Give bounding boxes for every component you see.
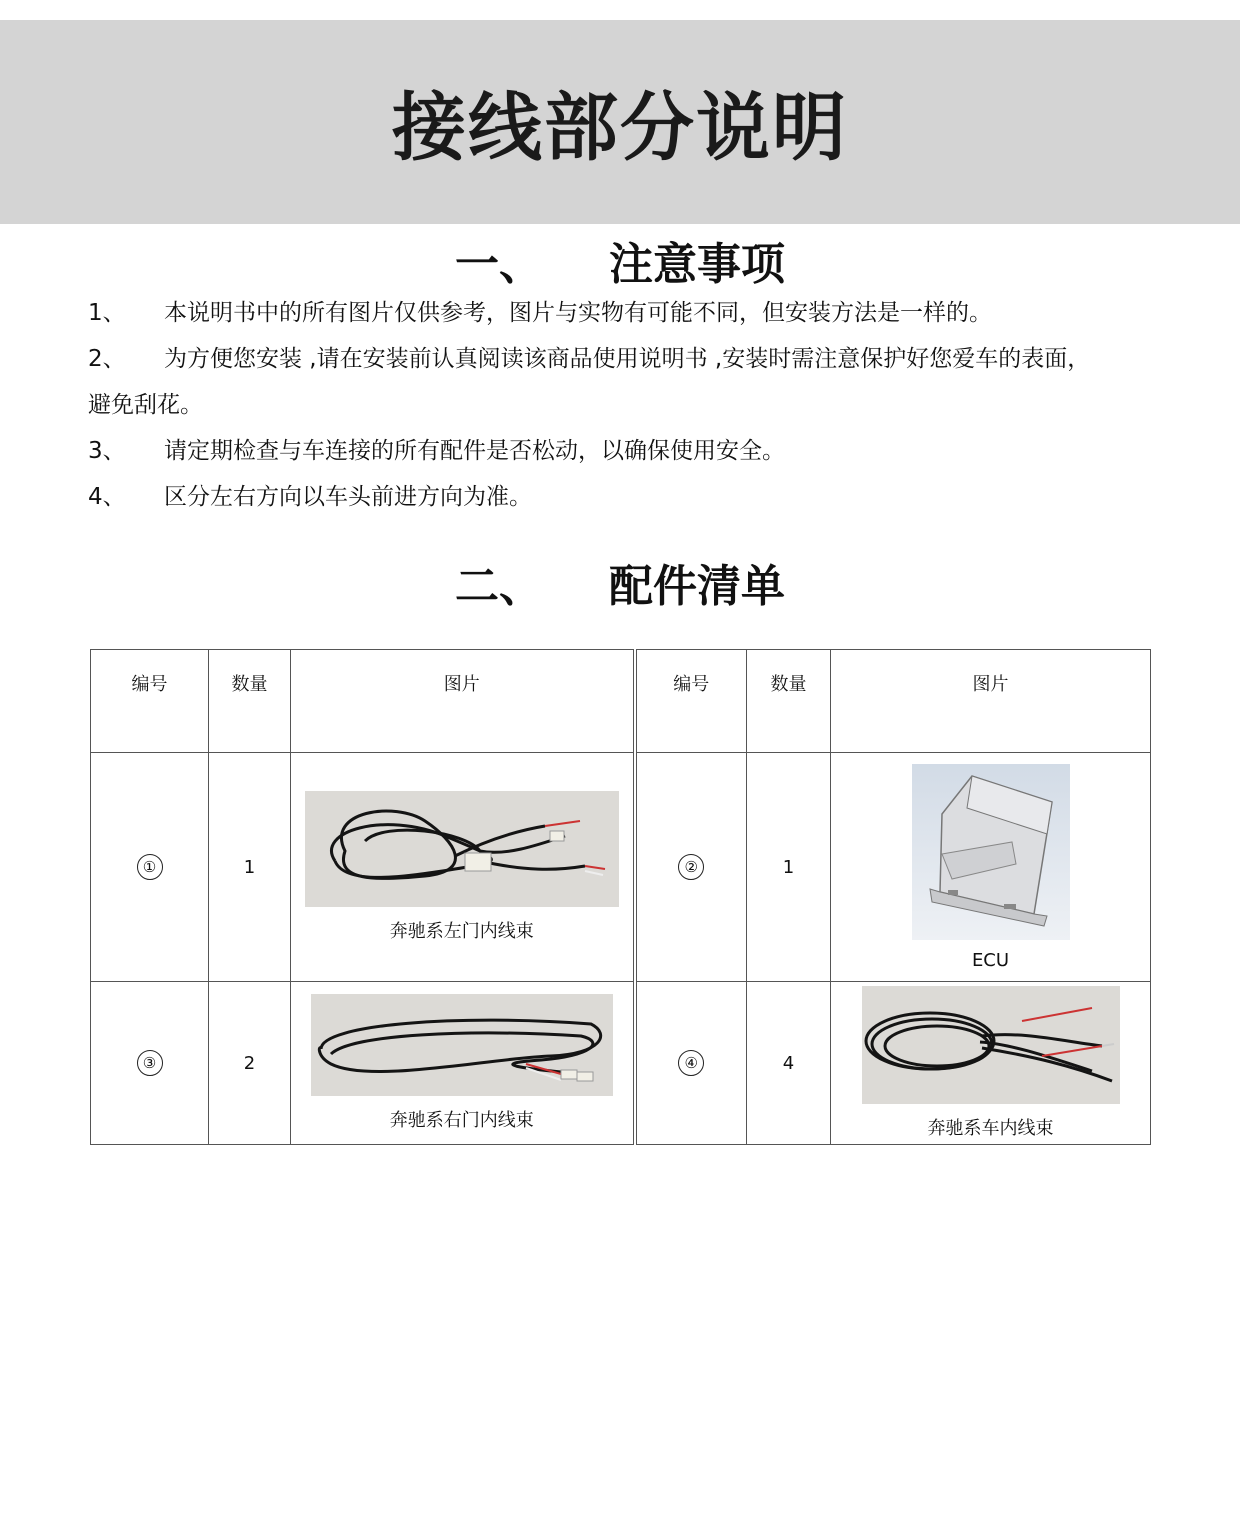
table-row — [91, 753, 1151, 982]
notes-list — [88, 290, 1168, 520]
table-header-row — [91, 650, 1151, 753]
right-door-harness-image — [311, 994, 613, 1096]
note-text: 区分左右方向以车头前进方向为准。 — [164, 484, 532, 510]
item-picture-cell — [291, 753, 635, 982]
item-caption: 奔驰系右门内线束 — [389, 1110, 534, 1131]
ecu-image — [912, 764, 1070, 940]
item-id-cell — [635, 982, 747, 1145]
page-title: 接线部分说明 — [392, 85, 848, 171]
note-item — [88, 428, 1168, 474]
item-qty: 2 — [209, 982, 291, 1145]
item-caption: 奔驰系左门内线束 — [389, 921, 534, 942]
item-qty: 1 — [747, 753, 831, 982]
col-header-id: 编号 — [91, 650, 209, 753]
item-picture-cell — [291, 982, 635, 1145]
left-door-harness-image — [305, 791, 619, 907]
section-title-text: 注意事项 — [609, 239, 785, 290]
section-heading-parts — [0, 550, 1240, 614]
col-header-id: 编号 — [635, 650, 747, 753]
note-number: 2、 — [88, 346, 126, 372]
note-item — [88, 336, 1168, 382]
item-id: ③ — [137, 1050, 163, 1076]
col-header-picture: 图片 — [291, 650, 635, 753]
note-text: 为方便您安装 ,请在安装前认真阅读该商品使用说明书 ,安装时需注意保护好您爱车的表面， — [164, 346, 1091, 372]
note-text: 本说明书中的所有图片仅供参考，图片与实物有可能不同，但安装方法是一样的。 — [164, 300, 992, 326]
note-number: 3、 — [88, 438, 126, 464]
note-number: 4、 — [88, 484, 126, 510]
item-id: ④ — [678, 1050, 704, 1076]
item-caption: 奔驰系车内线束 — [927, 1118, 1054, 1139]
note-text: 请定期检查与车连接的所有配件是否松动，以确保使用安全。 — [164, 438, 785, 464]
note-item — [88, 290, 1168, 336]
car-interior-harness-image — [862, 986, 1120, 1104]
section-heading-notes — [0, 228, 1240, 292]
item-caption: ECU — [971, 949, 1010, 971]
item-qty: 1 — [209, 753, 291, 982]
item-picture-cell — [831, 753, 1151, 982]
item-qty: 4 — [747, 982, 831, 1145]
parts-table — [90, 649, 1151, 1145]
section-number: 一、 — [455, 239, 543, 290]
section-number: 二、 — [455, 561, 543, 612]
note-item — [88, 474, 1168, 520]
item-id-cell — [91, 982, 209, 1145]
note-number: 1、 — [88, 300, 126, 326]
section-title-text: 配件清单 — [609, 561, 785, 612]
item-id: ② — [678, 854, 704, 880]
table-row — [91, 982, 1151, 1145]
note-text-continued: 避免刮花。 — [88, 392, 203, 418]
item-picture-cell — [831, 982, 1151, 1145]
col-header-qty: 数量 — [209, 650, 291, 753]
item-id: ① — [137, 854, 163, 880]
title-banner — [0, 20, 1240, 224]
col-header-qty: 数量 — [747, 650, 831, 753]
item-id-cell — [91, 753, 209, 982]
item-id-cell — [635, 753, 747, 982]
col-header-picture: 图片 — [831, 650, 1151, 753]
